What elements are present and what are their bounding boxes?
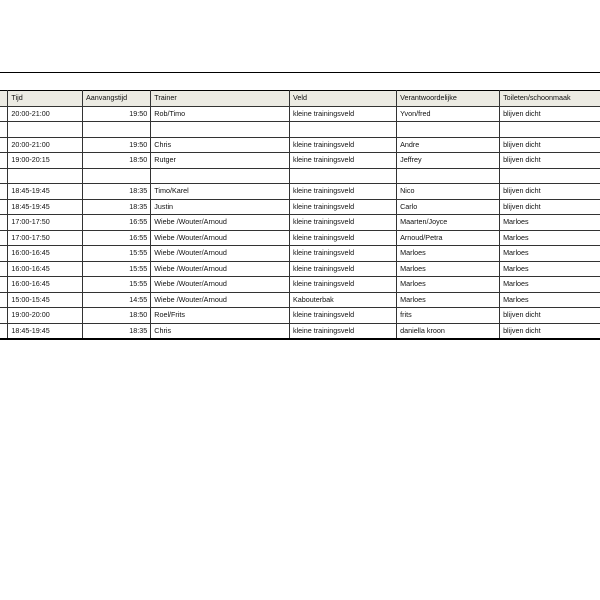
cell-aanvangstijd[interactable]: 16:55 (82, 215, 150, 231)
cell-tijd[interactable] (8, 168, 83, 184)
cell-toiletten[interactable]: blijven dicht (500, 106, 600, 122)
table-row (0, 122, 600, 138)
cell-trainer[interactable]: Justin (151, 199, 290, 215)
table-row (0, 292, 600, 308)
cell-tijd[interactable]: 18:45-19:45 (8, 199, 83, 215)
cell-trainer[interactable]: Wiebe /Wouter/Arnoud (151, 246, 290, 262)
cell-tijd[interactable]: 19:00-20:15 (8, 153, 83, 169)
table-row (0, 246, 600, 262)
column-header-veld[interactable]: Veld (289, 91, 396, 107)
cell-veld[interactable]: kleine trainingsveld (289, 261, 396, 277)
cell-tijd[interactable]: 16:00-16:45 (8, 246, 83, 262)
cell-veld[interactable]: Kabouterbak (289, 292, 396, 308)
row-stub-cell[interactable] (0, 215, 8, 231)
cell-toiletten[interactable]: blijven dicht (500, 153, 600, 169)
row-stub-cell[interactable] (0, 261, 8, 277)
row-stub-cell[interactable] (0, 199, 8, 215)
cell-aanvangstijd[interactable]: 15:55 (82, 246, 150, 262)
row-stub-cell[interactable] (0, 168, 8, 184)
row-stub-cell[interactable] (0, 246, 8, 262)
cell-toiletten[interactable]: Marloes (500, 277, 600, 293)
table-row (0, 308, 600, 324)
column-header-aanvangstijd[interactable]: Aanvangstijd (82, 91, 150, 107)
cell-trainer[interactable]: Rutger (151, 153, 290, 169)
cell-veld[interactable]: kleine trainingsveld (289, 215, 396, 231)
cell-aanvangstijd[interactable]: 19:50 (82, 106, 150, 122)
cell-aanvangstijd[interactable]: 15:55 (82, 277, 150, 293)
cell-aanvangstijd[interactable]: 14:55 (82, 292, 150, 308)
cell-veld[interactable]: kleine trainingsveld (289, 230, 396, 246)
cell-toiletten[interactable]: blijven dicht (500, 137, 600, 153)
cell-tijd[interactable]: 20:00-21:00 (8, 137, 83, 153)
table-row (0, 277, 600, 293)
cell-verantwoordelijke[interactable]: Carlo (397, 199, 500, 215)
cell-veld[interactable]: kleine trainingsveld (289, 246, 396, 262)
cell-tijd[interactable]: 19:00-20:00 (8, 308, 83, 324)
cell-toiletten[interactable] (500, 168, 600, 184)
cell-veld[interactable]: kleine trainingsveld (289, 323, 396, 339)
cell-trainer[interactable]: Chris (151, 137, 290, 153)
cell-trainer[interactable] (151, 122, 290, 138)
table-row (0, 261, 600, 277)
cell-toiletten[interactable]: Marloes (500, 261, 600, 277)
table-row (0, 323, 600, 339)
table-row (0, 230, 600, 246)
cell-toiletten[interactable]: blijven dicht (500, 323, 600, 339)
cell-trainer[interactable]: Roel/Frits (151, 308, 290, 324)
cell-veld[interactable]: kleine trainingsveld (289, 184, 396, 200)
cell-tijd[interactable]: 17:00-17:50 (8, 230, 83, 246)
row-stub-cell[interactable] (0, 137, 8, 153)
cell-verantwoordelijke[interactable]: Yvon/fred (397, 106, 500, 122)
cell-veld[interactable]: kleine trainingsveld (289, 308, 396, 324)
cell-verantwoordelijke[interactable]: Andre (397, 137, 500, 153)
cell-trainer[interactable]: Rob/Timo (151, 106, 290, 122)
cell-tijd[interactable]: 18:45-19:45 (8, 323, 83, 339)
table-row (0, 153, 600, 169)
cell-toiletten[interactable] (500, 122, 600, 138)
cell-aanvangstijd[interactable]: 19:50 (82, 137, 150, 153)
header-row (0, 91, 600, 107)
cell-toiletten[interactable]: Marloes (500, 230, 600, 246)
row-stub-cell[interactable] (0, 184, 8, 200)
cell-tijd[interactable]: 15:00-15:45 (8, 292, 83, 308)
column-header-tijd[interactable]: Tijd (8, 91, 83, 107)
cell-toiletten[interactable]: Marloes (500, 215, 600, 231)
cell-verantwoordelijke[interactable]: frits (397, 308, 500, 324)
cell-tijd[interactable]: 17:00-17:50 (8, 215, 83, 231)
cell-trainer[interactable]: Timo/Karel (151, 184, 290, 200)
column-header-trainer[interactable]: Trainer (151, 91, 290, 107)
row-stub-cell[interactable] (0, 122, 8, 138)
table-row (0, 215, 600, 231)
row-stub-cell[interactable] (0, 106, 8, 122)
cell-verantwoordelijke[interactable]: daniella kroon (397, 323, 500, 339)
row-stub-cell[interactable] (0, 230, 8, 246)
cell-trainer[interactable]: Wiebe /Wouter/Arnoud (151, 277, 290, 293)
cell-trainer[interactable]: Wiebe /Wouter/Arnoud (151, 215, 290, 231)
cell-verantwoordelijke[interactable]: Marloes (397, 246, 500, 262)
cell-trainer[interactable]: Wiebe /Wouter/Arnoud (151, 230, 290, 246)
row-stub-cell[interactable] (0, 153, 8, 169)
cell-toiletten[interactable]: blijven dicht (500, 199, 600, 215)
cell-veld[interactable]: kleine trainingsveld (289, 137, 396, 153)
cell-verantwoordelijke[interactable]: Jeffrey (397, 153, 500, 169)
table-row (0, 184, 600, 200)
cell-toiletten[interactable]: blijven dicht (500, 308, 600, 324)
cell-trainer[interactable] (151, 168, 290, 184)
cell-verantwoordelijke[interactable]: Marloes (397, 292, 500, 308)
table-row (0, 106, 600, 122)
cell-verantwoordelijke[interactable] (397, 122, 500, 138)
cell-veld[interactable]: kleine trainingsveld (289, 277, 396, 293)
cell-verantwoordelijke[interactable]: Maarten/Joyce (397, 215, 500, 231)
cell-tijd[interactable]: 16:00-16:45 (8, 277, 83, 293)
cell-veld[interactable]: kleine trainingsveld (289, 106, 396, 122)
cell-verantwoordelijke[interactable]: Arnoud/Petra (397, 230, 500, 246)
cell-veld[interactable]: kleine trainingsveld (289, 199, 396, 215)
cell-aanvangstijd[interactable] (82, 168, 150, 184)
cell-trainer[interactable]: Wiebe /Wouter/Arnoud (151, 292, 290, 308)
cell-veld[interactable] (289, 122, 396, 138)
cell-veld[interactable] (289, 168, 396, 184)
cell-aanvangstijd[interactable]: 18:35 (82, 323, 150, 339)
cell-aanvangstijd[interactable]: 18:50 (82, 308, 150, 324)
cell-verantwoordelijke[interactable] (397, 168, 500, 184)
row-stub-cell[interactable] (0, 292, 8, 308)
cell-toiletten[interactable]: blijven dicht (500, 184, 600, 200)
cell-veld[interactable]: kleine trainingsveld (289, 153, 396, 169)
column-header-verantwoordelijke[interactable]: Verantwoordelijke (397, 91, 500, 107)
training-schedule-table (0, 90, 600, 340)
cell-tijd[interactable] (8, 122, 83, 138)
cell-tijd[interactable]: 20:00-21:00 (8, 106, 83, 122)
cell-verantwoordelijke[interactable]: Marloes (397, 261, 500, 277)
cell-aanvangstijd[interactable]: 18:35 (82, 199, 150, 215)
cell-trainer[interactable]: Wiebe /Wouter/Arnoud (151, 261, 290, 277)
cell-toiletten[interactable]: Marloes (500, 292, 600, 308)
table-row (0, 168, 600, 184)
cell-trainer[interactable]: Chris (151, 323, 290, 339)
cell-toiletten[interactable]: Marloes (500, 246, 600, 262)
row-stub-cell[interactable] (0, 323, 8, 339)
row-stub-cell[interactable] (0, 277, 8, 293)
row-stub-cell[interactable] (0, 308, 8, 324)
cell-tijd[interactable]: 16:00-16:45 (8, 261, 83, 277)
column-header-toiletten[interactable]: Toileten/schoonmaak (500, 91, 600, 107)
row-stub-cell[interactable] (0, 91, 8, 107)
cell-aanvangstijd[interactable] (82, 122, 150, 138)
cell-tijd[interactable]: 18:45-19:45 (8, 184, 83, 200)
cell-aanvangstijd[interactable]: 16:55 (82, 230, 150, 246)
cell-aanvangstijd[interactable]: 15:55 (82, 261, 150, 277)
cell-verantwoordelijke[interactable]: Nico (397, 184, 500, 200)
table-row (0, 199, 600, 215)
cell-aanvangstijd[interactable]: 18:35 (82, 184, 150, 200)
cell-verantwoordelijke[interactable]: Marloes (397, 277, 500, 293)
table-row (0, 137, 600, 153)
sheet-top-border (0, 72, 600, 73)
cell-aanvangstijd[interactable]: 18:50 (82, 153, 150, 169)
